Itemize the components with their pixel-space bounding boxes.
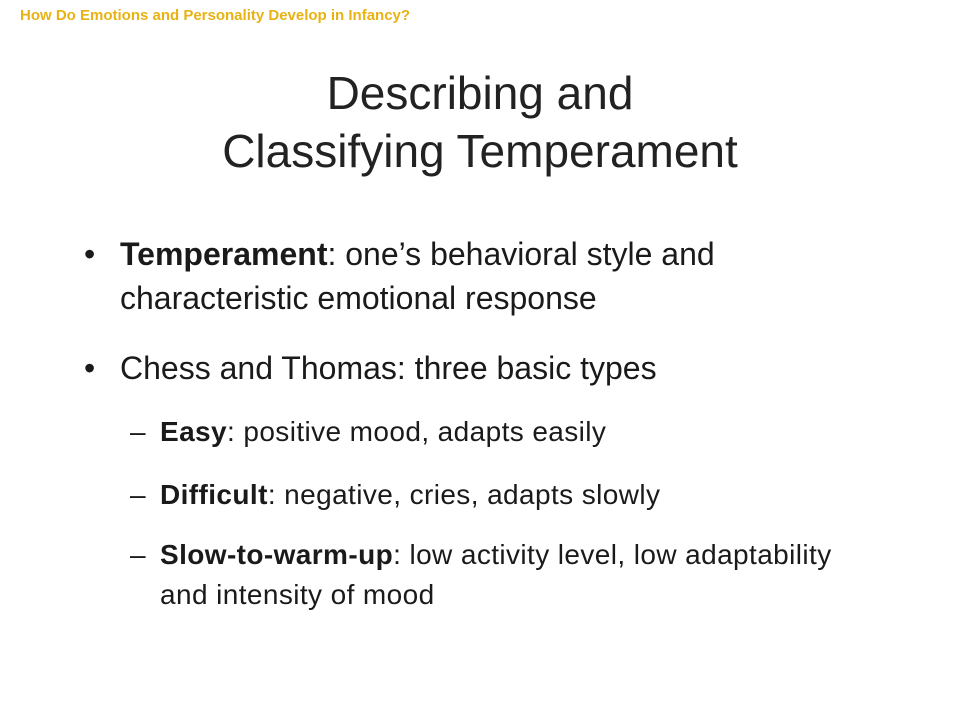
sub-bullet-marker: – [130, 416, 146, 447]
bullet-text: Chess and Thomas: three basic types [120, 350, 657, 386]
sub-bullet-term: Easy [160, 416, 227, 447]
sub-bullet-text: : negative, cries, adapts slowly [267, 479, 661, 510]
bullet-term: Temperament [120, 236, 328, 272]
slide-title-line-2: Classifying Temperament [222, 125, 738, 177]
section-label: How Do Emotions and Personality Develop in Infancy? [20, 7, 411, 24]
bullet-marker: • [84, 350, 96, 386]
sub-bullet-term: Slow-to-warm-up [160, 539, 394, 570]
slide-title [0, 64, 960, 180]
sub-bullet-marker: – [130, 539, 146, 570]
sub-bullet-text: : low activity level, low adaptability and intensity of mood [160, 539, 832, 610]
bullet-marker: • [84, 236, 96, 272]
sub-bullet-term: Difficult [160, 479, 268, 510]
sub-bullet-marker: – [130, 479, 146, 510]
sub-bullet-text: : positive mood, adapts easily [227, 416, 607, 447]
slide-title-line-1: Describing and [326, 67, 634, 119]
bullet-text: : one’s behavioral style and characteristic emotional response [120, 236, 715, 316]
